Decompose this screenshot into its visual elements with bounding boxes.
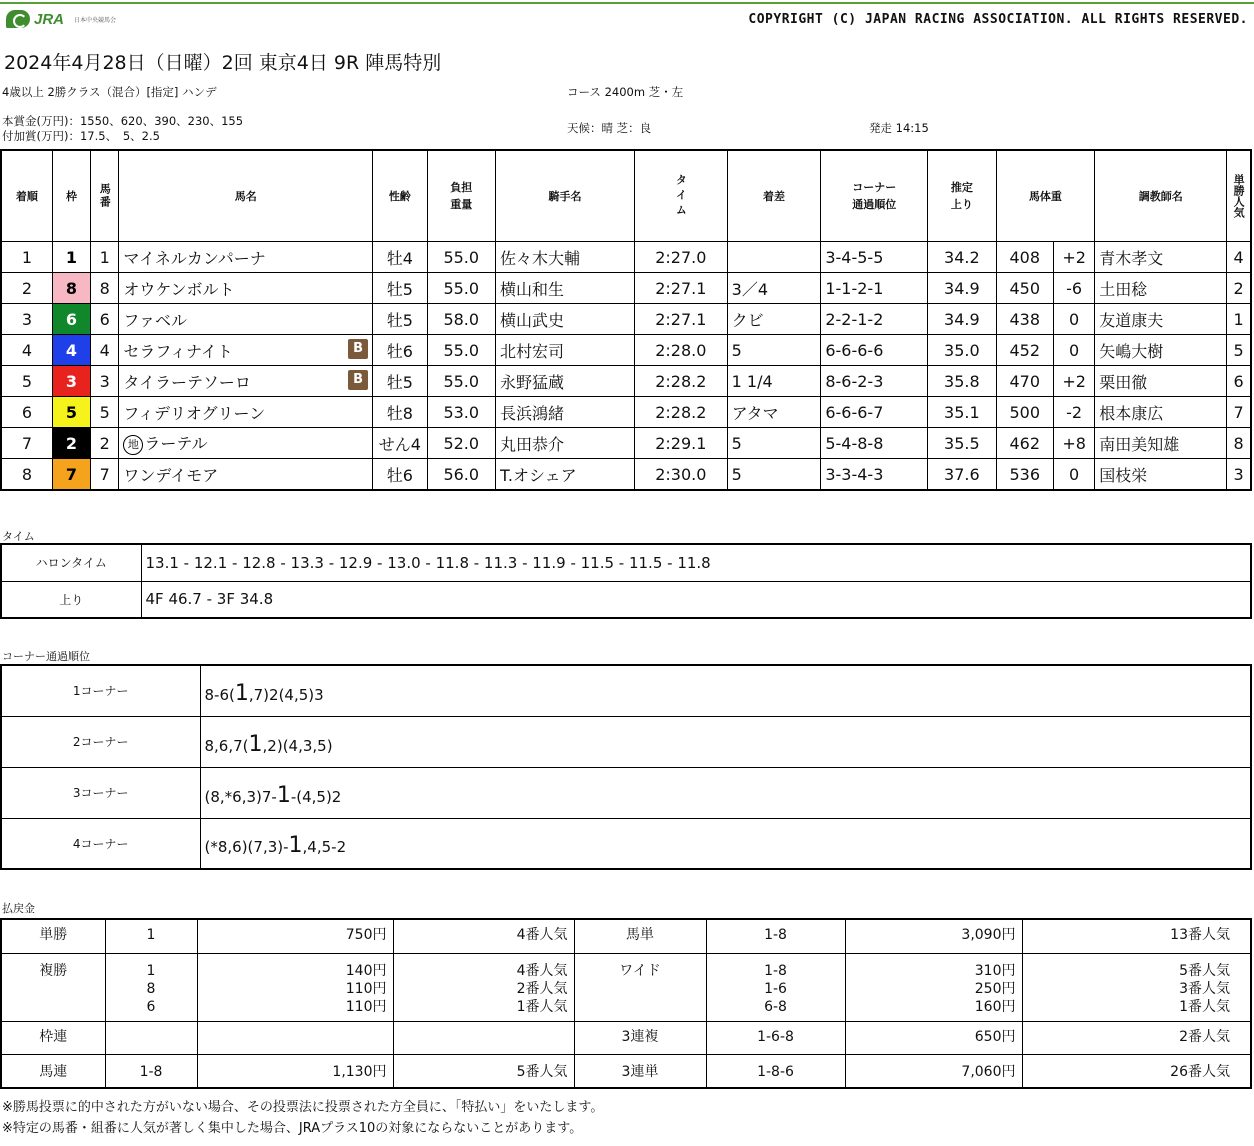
last-3f: 35.0 [928,335,996,366]
bet-type: 複勝 [1,953,105,1021]
trainer-name[interactable]: 根本康広 [1095,397,1227,428]
corner-label: 1コーナー [1,665,200,716]
jockey-name[interactable]: 丸田恭介 [496,428,635,459]
horse-name-cell[interactable] [119,335,373,366]
finish-time: 2:27.1 [635,273,728,304]
sex-age: 牡5 [373,304,427,335]
payout-pops [393,1021,574,1054]
corner-post: -(4,5)2 [290,787,342,806]
payout-nums [706,953,845,1021]
margin: 5 [727,459,821,491]
payout-amounts: 3,090円 [961,927,1016,943]
payout-nums [706,1054,845,1088]
payout-amounts [845,953,1022,1021]
horse-name[interactable]: オウケンボルト [123,279,235,299]
horse-name[interactable]: ファベル [123,310,187,330]
payout-pops: 4番人気 [516,927,568,943]
sex-age: 牡4 [373,242,427,273]
carried-weight: 53.0 [427,397,495,428]
payout-nums [105,953,197,1021]
payout-amounts: 7,060円 [961,1063,1016,1080]
corner-order-value [200,767,1251,818]
corner-order: 3-4-5-5 [821,242,928,273]
horse-number: 4 [91,335,119,366]
jra-logo[interactable] [6,9,116,29]
finish-time: 2:27.0 [635,242,728,273]
results-table [0,149,1252,491]
last-3f: 35.8 [928,366,996,397]
payout-pops: 1番人気 [1179,998,1230,1015]
payout-pops: 3番人気 [1179,980,1230,997]
payout-pops [393,953,574,1021]
payout-nums: 6-8 [764,998,787,1015]
carried-weight: 58.0 [427,304,495,335]
col-sex-age: 性齢 [373,150,427,242]
jockey-name[interactable]: 横山和生 [496,273,635,304]
corner-pre: 8-6( [204,685,235,704]
col-jockey: 騎手名 [496,150,635,242]
horse-number: 2 [91,428,119,459]
jra-logo-icon [6,10,30,28]
col-popularity: 単勝人気 [1227,150,1251,242]
payout-pops: 1番人気 [516,998,568,1015]
corner-order: 2-2-1-2 [821,304,928,335]
blinker-badge: B [348,370,368,390]
horse-name-cell[interactable] [119,273,373,304]
sex-age: 牡6 [373,459,427,491]
sex-age: せん4 [373,428,427,459]
corner-row [1,818,1251,869]
frame-number: 6 [52,304,90,335]
bet-type: 3連複 [574,1021,706,1054]
col-trainer: 調教師名 [1095,150,1227,242]
margin [727,242,821,273]
prize-money: 本賞金(万円)：1550、620、390、230、155 [2,114,244,128]
carried-weight: 55.0 [427,366,495,397]
local-horse-icon: 地 [123,435,143,455]
header-rule [0,2,1254,4]
col-horse: 馬名 [119,150,373,242]
payout-pops [1022,1054,1251,1088]
payout-amounts: 750円 [345,927,387,943]
note-1: ※勝馬投票に的中された方がいない場合、その投票法に投票された方全員に、「特払い」をいたします。 [2,1100,604,1115]
popularity: 3 [1227,459,1251,491]
last-3f: 34.9 [928,304,996,335]
horse-number: 1 [91,242,119,273]
payout-amounts: 250円 [974,980,1016,997]
payout-row [1,1054,1251,1088]
carried-weight: 55.0 [427,242,495,273]
results-header-row [1,150,1251,242]
payout-pops: 5番人気 [1179,962,1230,979]
horse-name-cell[interactable] [119,242,373,273]
rank: 2 [1,273,52,304]
jockey-name[interactable]: 長浜鴻緒 [496,397,635,428]
payout-nums: 1-6-8 [757,1028,794,1045]
corner-label: 3コーナー [1,767,200,818]
corner-table [0,664,1252,870]
result-row [1,397,1251,428]
trainer-name[interactable]: 青木孝文 [1095,242,1227,273]
payout-pops [1022,919,1251,953]
payout-nums [105,1054,197,1088]
frame-number: 5 [52,397,90,428]
payout-nums [105,919,197,953]
payout-pops: 2番人気 [1179,1028,1230,1045]
corner-order-value [200,716,1251,767]
horse-number: 8 [91,273,119,304]
weight-change: 0 [1053,304,1094,335]
time-row-last [1,581,1251,618]
jockey-name[interactable]: 横山武史 [496,304,635,335]
margin: 1 1/4 [727,366,821,397]
logo-subtext: 日本中央競馬会 [74,16,117,24]
col-margin: 着差 [727,150,821,242]
rank: 5 [1,366,52,397]
time-value: 4F 46.7 - 3F 34.8 [141,581,1251,618]
col-time: タイム [635,150,728,242]
corner-winner: 1 [288,833,303,859]
rank: 7 [1,428,52,459]
payout-nums: 1-8 [764,927,787,943]
margin: 3／4 [727,273,821,304]
col-frame: 枠 [52,150,90,242]
corner-order: 3-3-4-3 [821,459,928,491]
frame-number: 7 [52,459,90,491]
corner-row [1,665,1251,716]
col-rank: 着順 [1,150,52,242]
corner-label: 4コーナー [1,818,200,869]
horse-name-cell[interactable] [119,397,373,428]
time-label: 上り [1,581,141,618]
frame-number: 1 [52,242,90,273]
horse-name-cell[interactable] [119,304,373,335]
col-corner: コーナー通過順位 [821,150,928,242]
payout-amounts [197,953,393,1021]
popularity: 5 [1227,335,1251,366]
margin: 5 [727,335,821,366]
payout-amounts: 140円 [345,962,387,979]
bet-type: 馬単 [574,919,706,953]
frame-number: 8 [52,273,90,304]
note-2: ※特定の馬番・組番に人気が著しく集中した場合、JRAプラス10の対象にならないことがあります。 [2,1121,583,1136]
col-num: 馬番 [91,150,119,242]
time-value: 13.1 - 12.1 - 12.8 - 13.3 - 12.9 - 13.0 - 11.8 - 11.3 - 11.9 - 11.5 - 11.5 - 11.8 [141,544,1251,581]
finish-time: 2:28.2 [635,366,728,397]
payout-amounts: 310円 [974,962,1016,979]
corner-post: ,4,5-2 [302,838,347,857]
payout-amounts [197,919,393,953]
payout-nums: 8 [146,980,156,997]
horse-name-cell[interactable] [119,428,373,459]
payout-nums [105,1021,197,1054]
trainer-name[interactable]: 栗田徹 [1095,366,1227,397]
result-row [1,459,1251,491]
result-row [1,304,1251,335]
result-row [1,366,1251,397]
race-condition: 4歳以上 2勝クラス（混合）[指定] ハンデ [2,85,217,99]
payout-nums: 1-8 [139,1063,163,1080]
payout-pops [1022,953,1251,1021]
payout-amounts: 110円 [345,998,387,1015]
corner-row [1,716,1251,767]
carried-weight: 52.0 [427,428,495,459]
corner-order-value [200,818,1251,869]
payout-amounts [197,1054,393,1088]
result-row [1,428,1251,459]
payout-nums: 1-8-6 [757,1063,794,1080]
blinker-badge: B [348,339,368,359]
corner-order: 8-6-2-3 [821,366,928,397]
payout-amounts: 650円 [974,1028,1016,1045]
rank: 1 [1,242,52,273]
trainer-name[interactable]: 国枝栄 [1095,459,1227,491]
jockey-name[interactable]: 永野猛蔵 [496,366,635,397]
payout-nums: 1-6 [764,980,787,997]
trainer-name[interactable]: 矢嶋大樹 [1095,335,1227,366]
carried-weight: 55.0 [427,273,495,304]
course-info: コース 2400m 芝・左 [567,85,684,99]
body-weight: 438 [996,304,1053,335]
result-row [1,273,1251,304]
corner-pre: (*8,6)(7,3)- [204,838,289,857]
body-weight: 452 [996,335,1053,366]
payout-pops [1022,1021,1251,1054]
payout-pops: 2番人気 [516,980,568,997]
horse-number: 6 [91,304,119,335]
sex-age: 牡5 [373,366,427,397]
horse-name-cell[interactable] [119,459,373,491]
weight-change: 0 [1053,335,1094,366]
popularity: 4 [1227,242,1251,273]
popularity: 1 [1227,304,1251,335]
corner-pre: (8,*6,3)7- [204,787,277,806]
payout-pops: 5番人気 [516,1063,568,1080]
last-3f: 35.1 [928,397,996,428]
horse-name[interactable]: フィデリオグリーン [123,403,266,423]
margin: アタマ [727,397,821,428]
bet-type: 枠連 [1,1021,105,1054]
corner-winner: 1 [276,782,291,808]
payout-table [0,918,1252,1089]
payout-amounts [197,1021,393,1054]
corner-post: ,7)2(4,5)3 [248,685,324,704]
carried-weight: 56.0 [427,459,495,491]
start-time: 発走 14:15 [869,121,929,135]
time-table [0,543,1252,619]
corner-order: 6-6-6-7 [821,397,928,428]
frame-number: 3 [52,366,90,397]
corner-winner: 1 [248,731,263,757]
body-weight: 470 [996,366,1053,397]
trainer-name[interactable]: 友道康夫 [1095,304,1227,335]
payout-amounts [845,919,1022,953]
popularity: 6 [1227,366,1251,397]
rank: 6 [1,397,52,428]
body-weight: 450 [996,273,1053,304]
copyright: COPYRIGHT (C) JAPAN RACING ASSOCIATION. ALL RIGHTS RESERVED. [748,12,1248,27]
popularity: 7 [1227,397,1251,428]
finish-time: 2:28.0 [635,335,728,366]
payout-nums: 6 [146,998,156,1015]
sex-age: 牡8 [373,397,427,428]
payout-pops: 13番人気 [1170,927,1230,943]
bet-type: 3連単 [574,1054,706,1088]
trainer-name[interactable]: 南田美知雄 [1095,428,1227,459]
payout-row [1,1021,1251,1054]
weight-change: +2 [1053,366,1094,397]
weight-change: +2 [1053,242,1094,273]
finish-time: 2:29.1 [635,428,728,459]
weight-change: -2 [1053,397,1094,428]
last-3f: 34.2 [928,242,996,273]
payout-nums: 1 [146,962,156,979]
bet-type: ワイド [574,953,706,1021]
payout-pops: 26番人気 [1170,1063,1230,1080]
corner-order: 1-1-2-1 [821,273,928,304]
time-row-furlong [1,544,1251,581]
carried-weight: 55.0 [427,335,495,366]
result-row [1,242,1251,273]
time-label: ハロンタイム [1,544,141,581]
payout-pops: 4番人気 [516,962,568,979]
payout-amounts [845,1054,1022,1088]
sex-age: 牡6 [373,335,427,366]
corner-label: 2コーナー [1,716,200,767]
jockey-name[interactable]: T.オシェア [496,459,635,491]
payout-section-label: 払戻金 [2,902,35,915]
horse-name[interactable]: マイネルカンパーナ [123,248,266,268]
payout-amounts: 160円 [974,998,1016,1015]
payout-amounts: 1,130円 [332,1063,387,1080]
bet-type: 単勝 [1,919,105,953]
logo-text: JRA [34,10,65,28]
payout-amounts: 110円 [345,980,387,997]
corner-row [1,767,1251,818]
horse-name-cell[interactable] [119,366,373,397]
body-weight: 500 [996,397,1053,428]
weight-change: 0 [1053,459,1094,491]
last-3f: 37.6 [928,459,996,491]
payout-nums: 1 [146,927,156,943]
horse-name[interactable]: ワンデイモア [123,465,219,485]
jockey-name[interactable]: 佐々木大輔 [496,242,635,273]
horse-number: 3 [91,366,119,397]
rank: 4 [1,335,52,366]
popularity: 2 [1227,273,1251,304]
jockey-name[interactable]: 北村宏司 [496,335,635,366]
payout-amounts [845,1021,1022,1054]
corner-pre: 8,6,7( [204,736,249,755]
corner-order: 5-4-8-8 [821,428,928,459]
finish-time: 2:27.1 [635,304,728,335]
rank: 3 [1,304,52,335]
col-body-weight: 馬体重 [996,150,1095,242]
horse-number: 7 [91,459,119,491]
payout-pops [393,1054,574,1088]
corner-post: ,2)(4,3,5) [262,736,333,755]
weight-change: -6 [1053,273,1094,304]
horse-number: 5 [91,397,119,428]
frame-number: 2 [52,428,90,459]
corner-order-value [200,665,1251,716]
payout-row [1,953,1251,1021]
frame-number: 4 [52,335,90,366]
payout-nums [706,919,845,953]
body-weight: 408 [996,242,1053,273]
corner-order: 6-6-6-6 [821,335,928,366]
col-weight: 負担重量 [427,150,495,242]
weather-info: 天候：晴 芝：良 [567,121,652,135]
popularity: 8 [1227,428,1251,459]
time-section-label: タイム [2,530,35,543]
horse-name[interactable]: ラーテル [144,434,208,454]
horse-name[interactable]: タイラーテソーロ [123,372,251,392]
corner-winner: 1 [234,680,249,706]
body-weight: 536 [996,459,1053,491]
result-row [1,335,1251,366]
margin: クビ [727,304,821,335]
last-3f: 34.9 [928,273,996,304]
last-3f: 35.5 [928,428,996,459]
race-title: 2024年4月28日（日曜）2回 東京4日 9R 陣馬特別 [4,52,442,74]
payout-pops [393,919,574,953]
horse-name[interactable]: セラフィナイト [123,341,233,361]
payout-nums [706,1021,845,1054]
col-last3f: 推定上り [928,150,996,242]
weight-change: +8 [1053,428,1094,459]
bet-type: 馬連 [1,1054,105,1088]
payout-nums: 1-8 [764,962,787,979]
margin: 5 [727,428,821,459]
rank: 8 [1,459,52,491]
trainer-name[interactable]: 土田稔 [1095,273,1227,304]
finish-time: 2:28.2 [635,397,728,428]
payout-row [1,919,1251,953]
finish-time: 2:30.0 [635,459,728,491]
sex-age: 牡5 [373,273,427,304]
corner-section-label: コーナー通過順位 [2,650,90,663]
bonus-money: 付加賞(万円)：17.5、 5、2.5 [2,129,160,143]
body-weight: 462 [996,428,1053,459]
